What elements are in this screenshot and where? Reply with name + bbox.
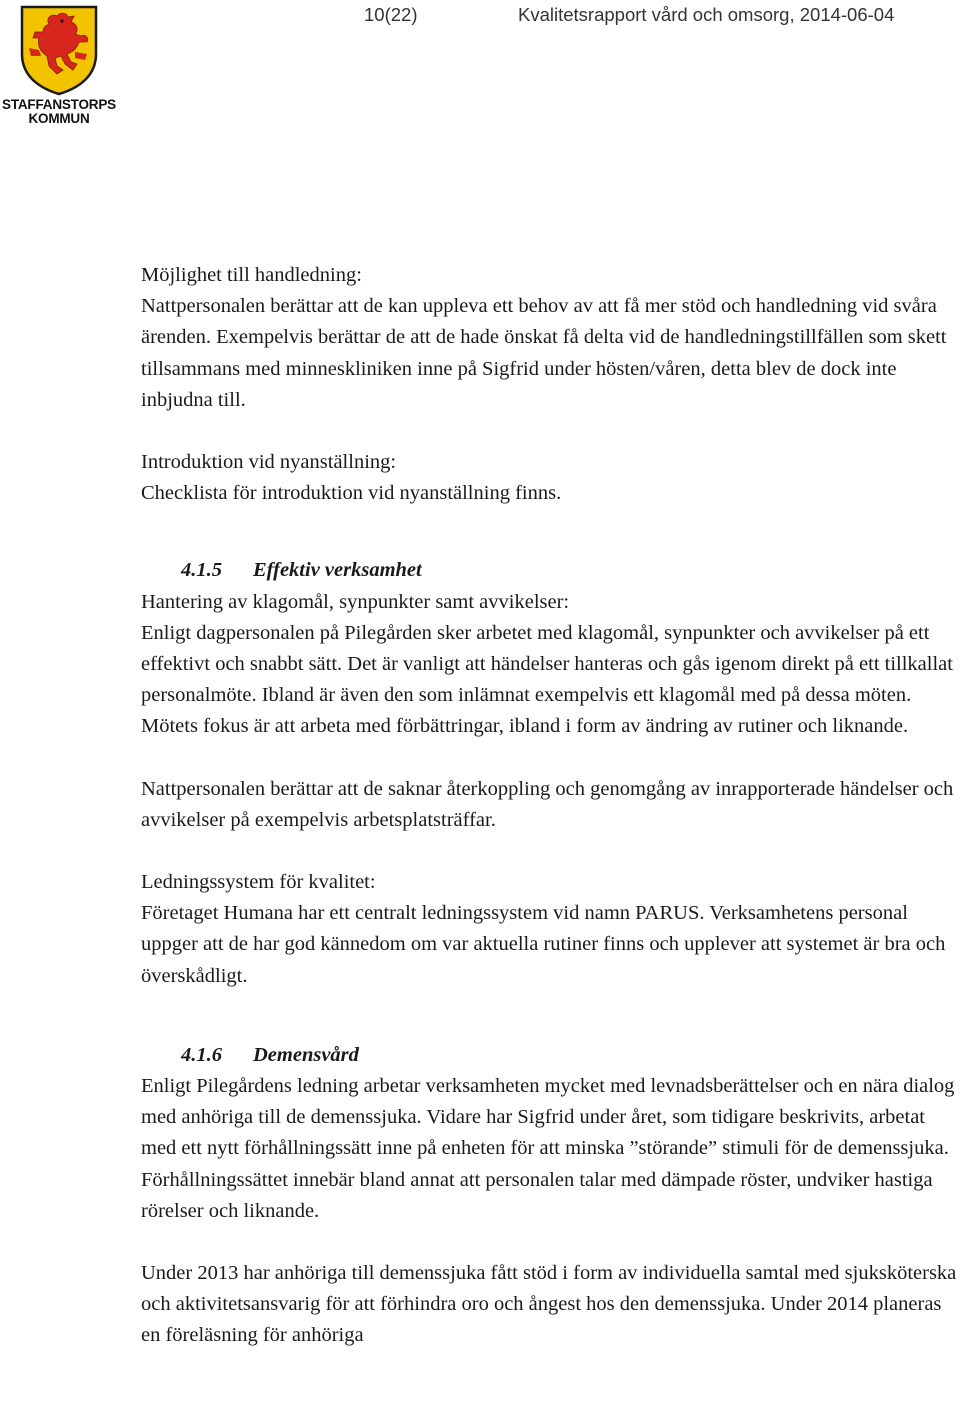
page-body <box>141 260 960 1352</box>
logo-text-line2: KOMMUN <box>28 111 90 126</box>
paragraph-dagpersonal: Enligt dagpersonalen på Pilegården sker arbetet med klagomål, synpunkter och avvikelser på ett effektivt och snabbt sätt. Det är vanligt att händelser hanteras och gås igenom direkt på ett tillkallat personalmöte. Ibland är även den som inlämnat exempelvis ett klagomål med på dessa möten. Mötets fokus är att arbeta med förbättringar, ibland i form av ändring av rutiner och liknande. <box>141 621 953 738</box>
paragraph-anhoriga: Under 2013 har anhöriga till demenssjuka fått stöd i form av individuella samtal med sjuksköterska och aktivitetsansvarig för att förhindra oro och ångest hos den demenssjuka. Under 2014 planeras en föreläsning för anhöriga <box>141 1262 957 1347</box>
section-label-ledningssystem: Ledningssystem för kvalitet: <box>141 871 376 894</box>
heading-number: 4.1.6 <box>181 1043 222 1066</box>
section-label-handledning: Möjlighet till handledning: <box>141 264 362 286</box>
running-header <box>0 2 960 26</box>
paragraph-handledning: Nattpersonalen berättar att de kan uppleva ett behov av att få mer stöd och handledning vid svåra ärenden. Exempelvis berättar de att de hade önskat få delta vid de handledningstillfällen som skett tillsammans med minneskliniken inne på Sigfrid under hösten/våren, detta blev de dock inte inbjudna till. <box>141 295 947 411</box>
heading-number: 4.1.5 <box>181 559 222 582</box>
section-label-introduktion: Introduktion vid nyanställning: <box>141 451 397 474</box>
paragraph-introduktion: Checklista för introduktion vid nyanställning finns. <box>141 482 562 505</box>
paragraph-demensvard: Enligt Pilegårdens ledning arbetar verksamheten mycket med levnadsberättelser och en nära dialog med anhöriga till de demenssjuka. Vidare har Sigfrid under året, som tidigare beskrivits, arbetat med ett nytt förhållningssätt inne på enheten för att minska ”störande” stimuli för de demenssjuka. Förhållningssättet innebär bland annat att personalen talar med dämpade röster, undviker hastiga rörelser och liknande. <box>141 1075 955 1222</box>
page-header <box>0 0 960 130</box>
paragraph-ledningssystem: Företaget Humana har ett centralt ledningssystem vid namn PARUS. Verksamhetens personal uppger att de har god kännedom om var aktuella rutiner finns och upplever att systemet är bra och överskådligt. <box>141 902 946 987</box>
report-title: Kvalitetsrapport vård och omsorg, 2014-06-04 <box>518 4 895 25</box>
section-label-hantering: Hantering av klagomål, synpunkter samt avvikelser: <box>141 590 570 613</box>
heading-title: Effektiv verksamhet <box>253 559 422 582</box>
heading-title: Demensvård <box>253 1043 359 1066</box>
heading-demensvard <box>141 1040 960 1071</box>
logo-text-line1: STAFFANSTORPS <box>2 97 116 112</box>
heading-effektiv-verksamhet <box>141 555 960 586</box>
paragraph-nattpersonal: Nattpersonalen berättar att de saknar återkoppling och genomgång av inrapporterade händelser och avvikelser på exempelvis arbetsplatsträffar. <box>141 777 954 831</box>
page-number: 10(22) <box>364 4 418 25</box>
